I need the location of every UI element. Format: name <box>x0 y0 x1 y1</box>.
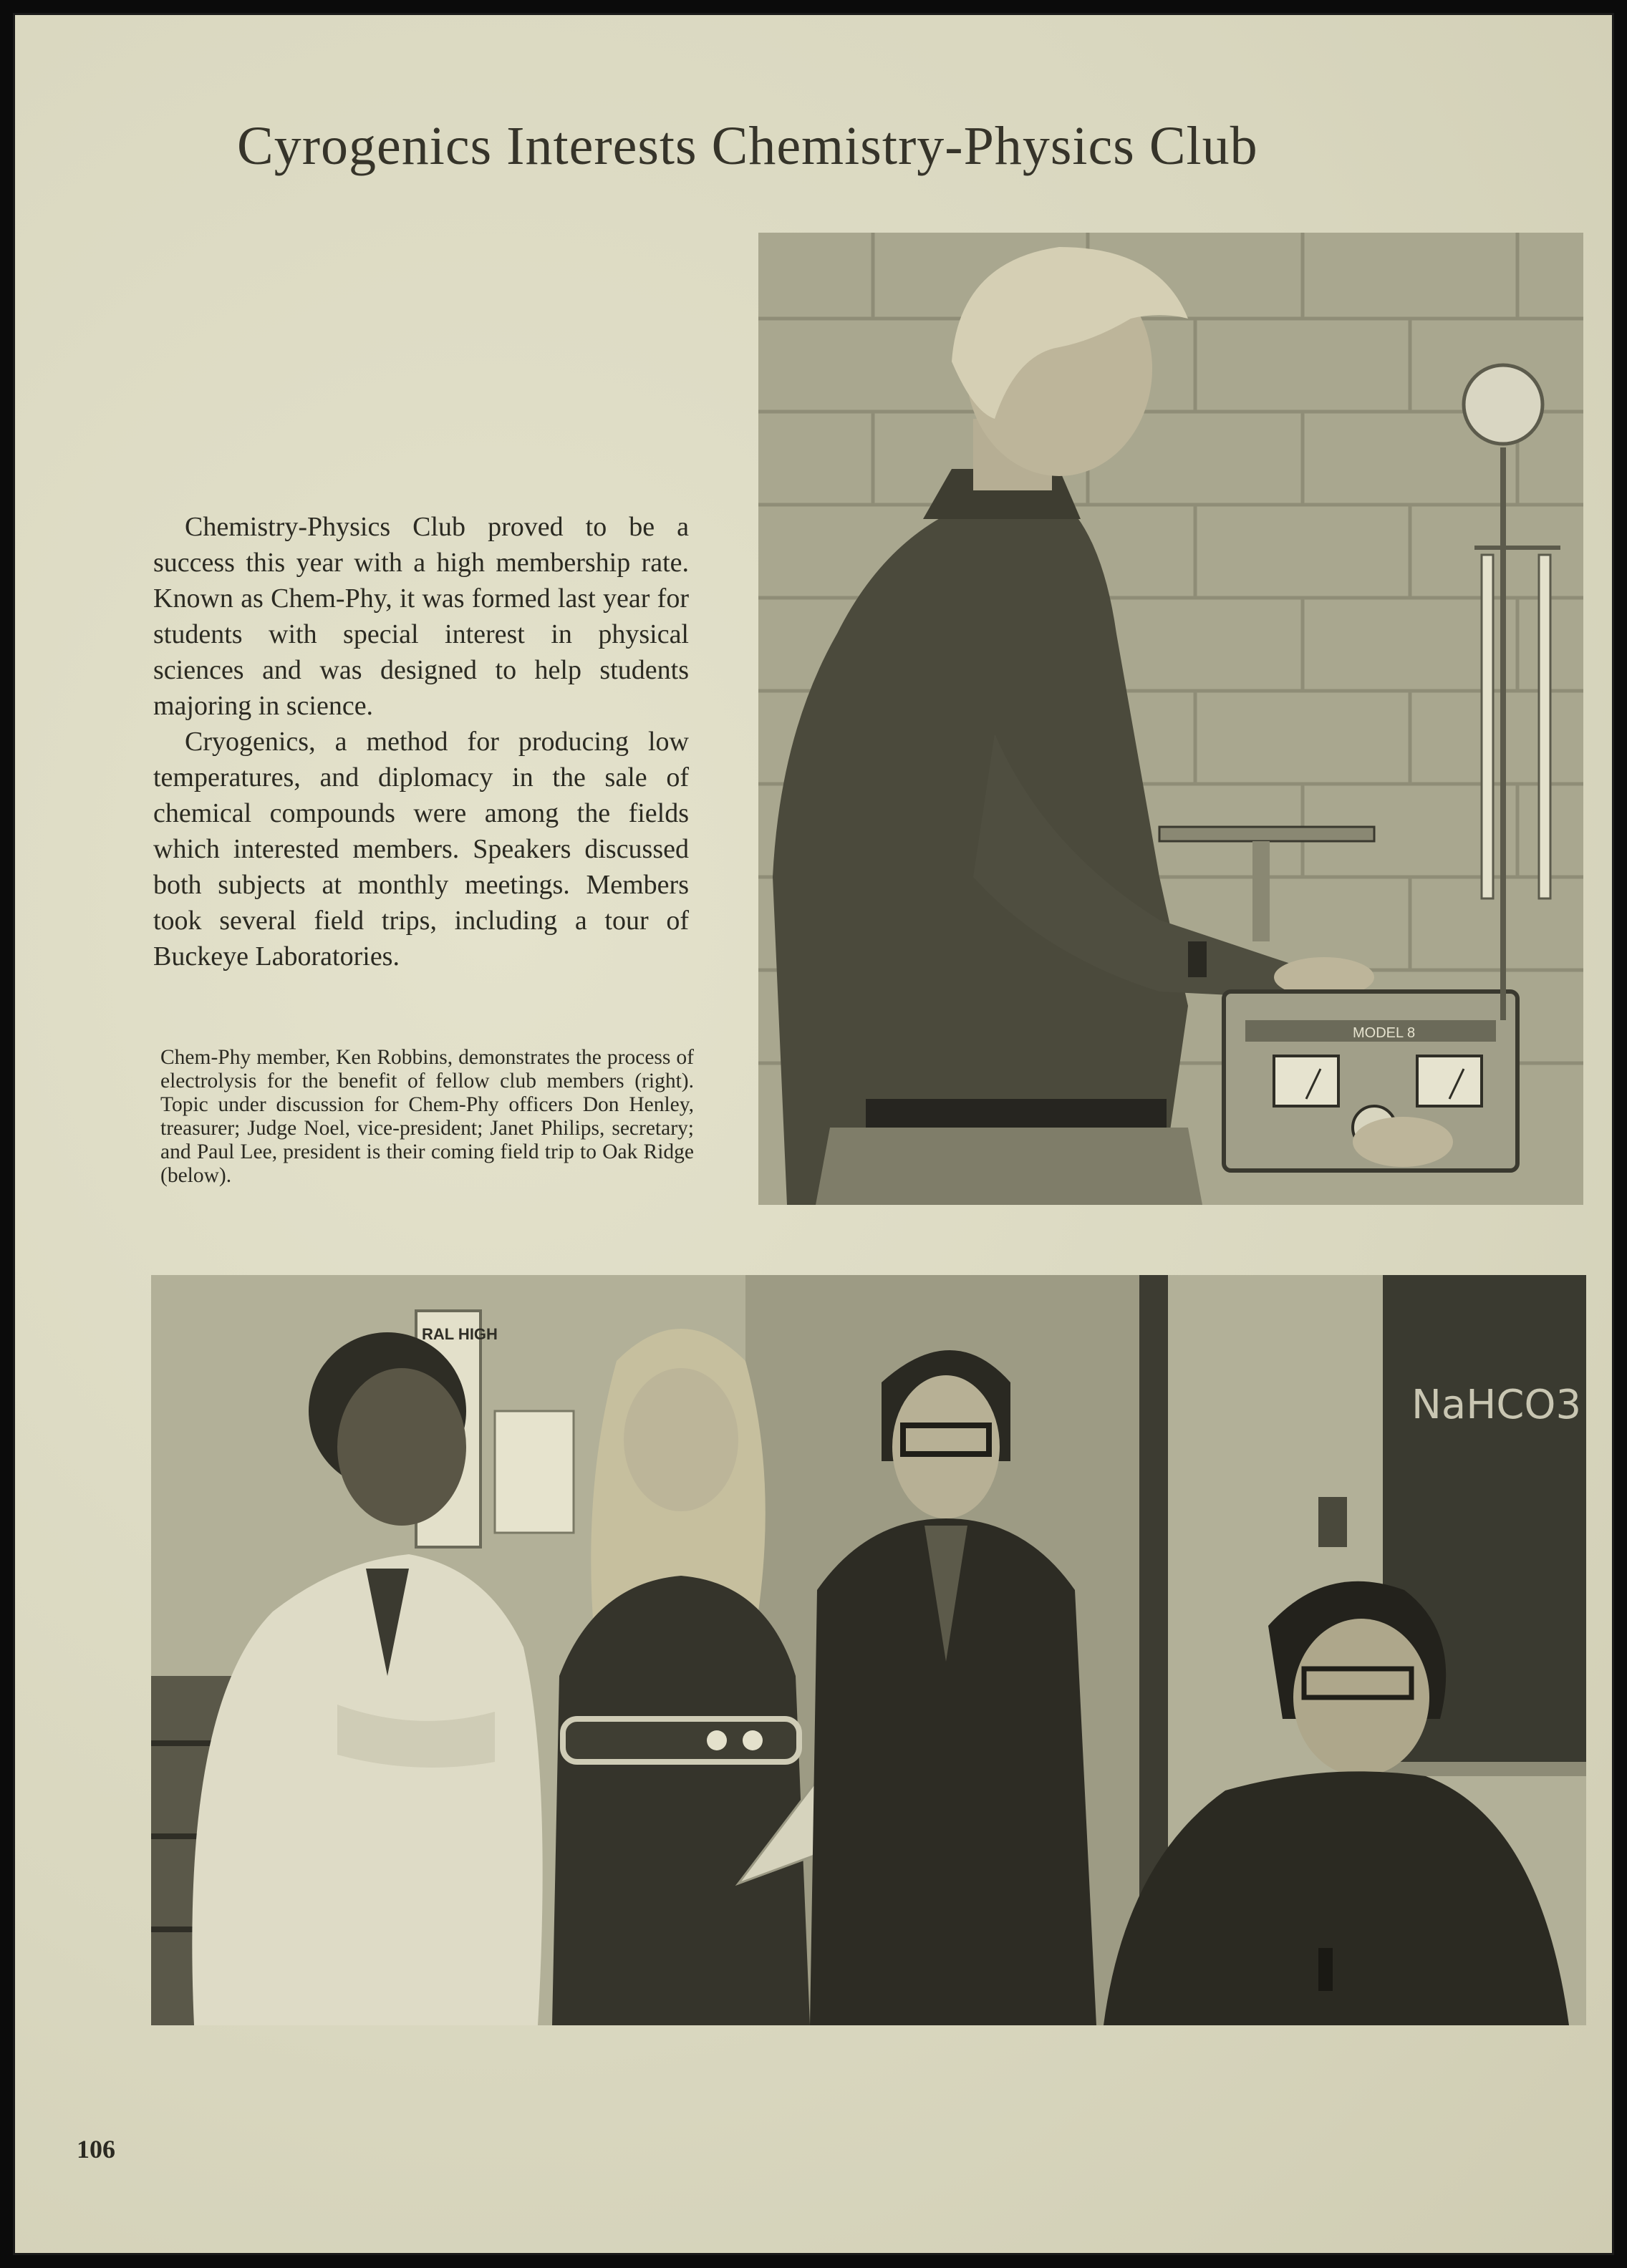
equipment-label: MODEL 8 <box>1353 1025 1416 1041</box>
yearbook-page <box>13 13 1614 2255</box>
poster-text: RAL HIGH <box>422 1325 498 1343</box>
page-number: 106 <box>77 2135 115 2163</box>
officers-illustration <box>151 1275 1586 2025</box>
page-title: Cyrogenics Interests Chemistry-Physics Club <box>237 116 1258 176</box>
photo-caption: Chem-Phy member, Ken Robbins, demonstrates the process of electrolysis for the benefit of fellow club members (right). Topic under discussion for Chem-Phy officers Don Henley, treasurer; Judge Noel, vice-president; Janet Philips, secretary; and Paul Lee, president is their coming field trip to Oak Ridge (below). <box>160 1046 694 1187</box>
lab-demo-illustration <box>758 233 1583 1205</box>
article-body <box>153 509 689 974</box>
photo-student-lab-demo <box>758 233 1583 1205</box>
article-paragraph-1: Chemistry-Physics Club proved to be a success this year with a high membership rate. Known as Chem-Phy, it was formed last year for students with special interest in physical sciences and was designed to help students majoring in science. <box>153 512 689 721</box>
article-paragraph-2: Cryogenics, a method for producing low temperatures, and diplomacy in the sale of chemical compounds were among the fields which interested members. Speakers discussed both subjects at monthly meetings. Members took several field trips, including a tour of Buckeye Laboratories. <box>153 727 689 971</box>
photo-club-officers <box>151 1275 1586 2025</box>
chalkboard-text: NaHCO3 <box>1411 1382 1582 1428</box>
